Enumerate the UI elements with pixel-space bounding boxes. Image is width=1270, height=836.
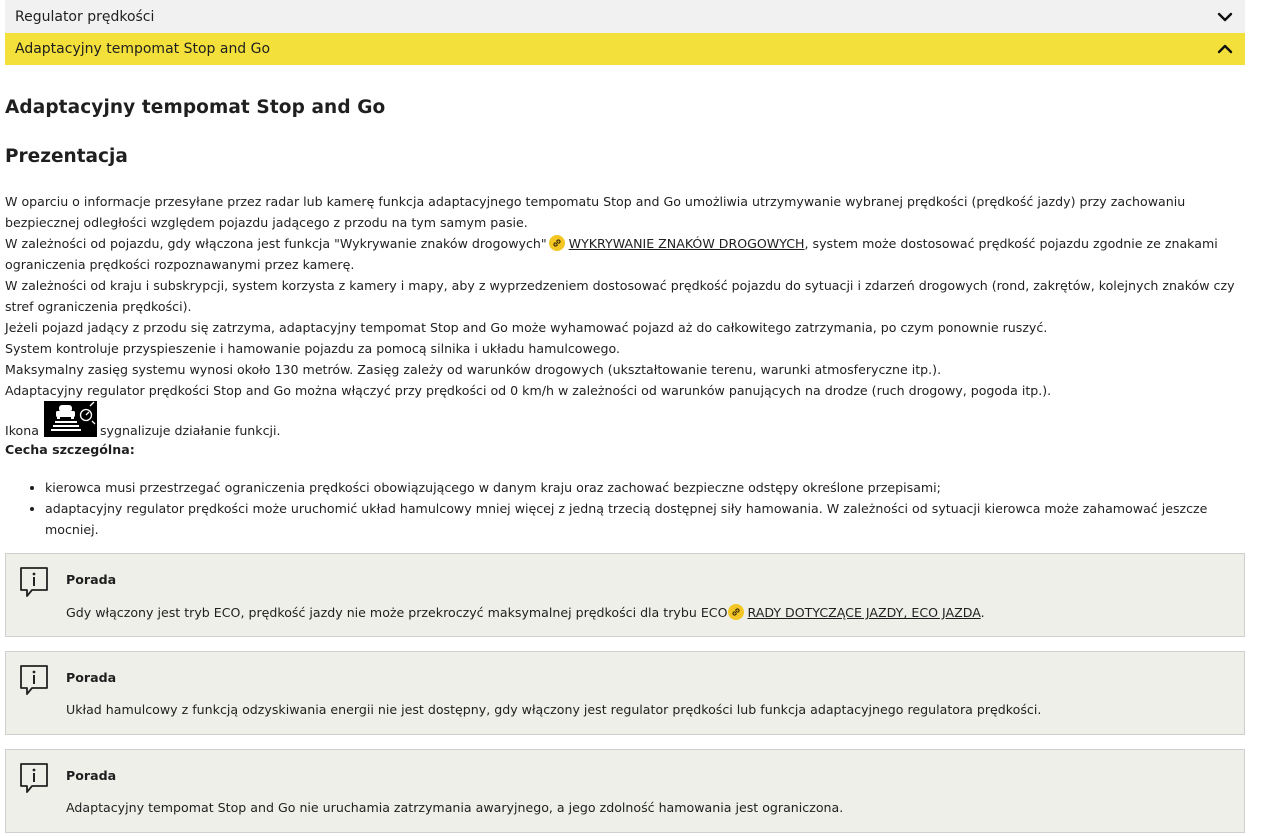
tip-box	[5, 749, 1245, 833]
chevron-up-icon	[1217, 43, 1233, 55]
paragraph: W zależności od kraju i subskrypcji, system korzysta z kamery i mapy, aby z wyprzedzeniem dostosować prędkość pojazdu do sytuacji i zdarzeń drogowych (rond, zakrętów, kolejnych znaków czy stref ograniczenia prędkości).	[5, 278, 1235, 314]
tip-text-before: Gdy włączony jest tryb ECO, prędkość jazdy nie może przekroczyć maksymalnej prędkości dla trybu ECO	[66, 605, 728, 620]
info-speech-bubble-icon	[18, 664, 50, 698]
accordion-item-label: Regulator prędkości	[15, 8, 155, 25]
tip-box	[5, 553, 1245, 637]
adaptive-cruise-control-icon	[44, 401, 97, 437]
link-icon[interactable]	[549, 235, 565, 251]
accordion-item-speed-regulator[interactable]	[5, 0, 1245, 33]
tip-text	[66, 604, 985, 620]
tip-text: Adaptacyjny tempomat Stop and Go nie uruchamia zatrzymania awaryjnego, a jego zdolność hamowania jest ograniczona.	[66, 800, 844, 815]
feature-label: Cecha szczególna:	[5, 442, 135, 457]
list-item: • kierowca musi przestrzegać ograniczenia prędkości obowiązującego w danym kraju oraz zachować bezpieczne odstępy określone przepisami;	[45, 477, 1225, 498]
tip-title: Porada	[66, 572, 117, 587]
info-speech-bubble-icon	[18, 566, 50, 600]
tip-box	[5, 651, 1245, 735]
article-body	[5, 191, 1245, 401]
paragraph: Adaptacyjny regulator prędkości Stop and Go można włączyć przy prędkości od 0 km/h w zależności od warunków panujących na drodze (ruch drogowy, pogoda itp.).	[5, 383, 1052, 398]
tip-title: Porada	[66, 670, 117, 685]
info-speech-bubble-icon	[18, 762, 50, 796]
chevron-down-icon	[1217, 11, 1233, 23]
paragraph: Maksymalny zasięg systemu wynosi około 130 metrów. Zasięg zależy od warunków drogowych (ukształtowanie terenu, warunki atmosferyczne itp.).	[5, 362, 942, 377]
feature-list	[5, 477, 1225, 540]
eco-driving-link[interactable]: RADY DOTYCZĄCE JAZDY, ECO JAZDA	[747, 605, 981, 620]
icon-line-after: sygnalizuje działanie funkcji.	[100, 423, 281, 438]
section-title: Prezentacja	[5, 146, 128, 167]
paragraph: Jeżeli pojazd jadący z przodu się zatrzyma, adaptacyjny tempomat Stop and Go może wyhamować pojazd aż do całkowitego zatrzymania, po czym ponownie ruszyć.	[5, 320, 1048, 335]
paragraph: W oparciu o informacje przesyłane przez radar lub kamerę funkcja adaptacyjnego tempomatu Stop and Go umożliwia utrzymywanie wybranej prędkości (prędkość jazdy) przy zachowaniu bezpiecznej odległości względem pojazdu jadącego z przodu na tym samym pasie.	[5, 194, 1186, 230]
paragraph-text: , system może dostosować prędkość pojazdu zgodnie ze znakami ograniczenia prędkości rozpoznawanymi przez kamerę.	[5, 236, 1218, 272]
list-item: • adaptacyjny regulator prędkości może uruchomić układ hamulcowy mniej więcej z jedną trzecią dostępnej siły hamowania. W zależności od sytuacji kierowca może zahamować jeszcze mocniej.	[45, 498, 1225, 540]
tip-text-after: .	[980, 605, 985, 620]
link-icon[interactable]	[728, 604, 744, 620]
traffic-sign-recognition-link[interactable]: WYKRYWANIE ZNAKÓW DROGOWYCH	[568, 236, 805, 251]
tip-text: Układ hamulcowy z funkcją odzyskiwania energii nie jest dostępny, gdy włączony jest regulator prędkości lub funkcja adaptacyjnego regulatora prędkości.	[66, 702, 1042, 717]
icon-line-before: Ikona	[5, 423, 39, 438]
paragraph-text: W zależności od pojazdu, gdy włączona jest funkcja "Wykrywanie znaków drogowych"	[5, 236, 547, 251]
article-title: Adaptacyjny tempomat Stop and Go	[5, 97, 386, 118]
page	[5, 0, 1245, 815]
paragraph: System kontroluje przyspieszenie i hamowanie pojazdu za pomocą silnika i układu hamulcowego.	[5, 341, 621, 356]
paragraph	[5, 233, 1245, 275]
accordion-item-label: Adaptacyjny tempomat Stop and Go	[15, 41, 271, 57]
tip-title: Porada	[66, 768, 117, 783]
accordion-item-stop-and-go[interactable]	[5, 33, 1245, 65]
